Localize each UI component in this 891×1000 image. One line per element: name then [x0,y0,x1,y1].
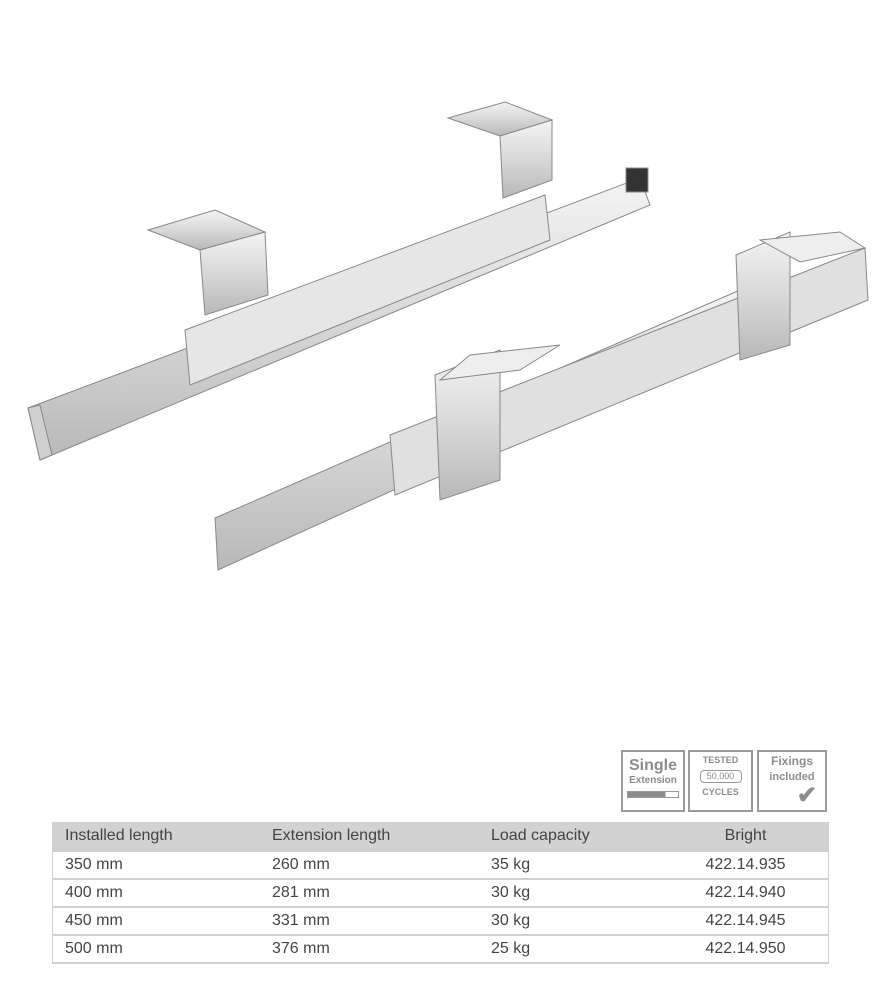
table-row [53,851,829,879]
cell-installed-length: 500 mm [53,935,261,963]
badge-included: included [769,771,815,783]
cell-extension-length: 331 mm [260,907,479,935]
checkmark-icon: ✔ [796,782,817,809]
cell-load-capacity: 30 kg [479,907,651,935]
single-extension-badge [621,750,685,812]
cell-article-number: 422.14.935 [651,851,829,879]
table-header-row [53,822,829,851]
table-row [53,935,829,963]
cell-load-capacity: 35 kg [479,851,651,879]
cell-load-capacity: 25 kg [479,935,651,963]
badge-title: Single [628,757,677,774]
badge-subtitle: Extension [629,775,677,786]
badge-cycle-count: 50,000 [700,770,742,783]
header-load-capacity: Load capacity [479,822,651,851]
specs-table [52,822,829,964]
header-bright: Bright [651,822,829,851]
fixings-included-badge [757,750,827,812]
badge-cycles: CYCLES [702,787,739,797]
cell-load-capacity: 30 kg [479,879,651,907]
cell-extension-length: 281 mm [260,879,479,907]
badge-fixings: Fixings [770,754,813,768]
cell-article-number: 422.14.950 [651,935,829,963]
extension-bar-icon [627,791,679,798]
table-row [53,879,829,907]
cell-extension-length: 376 mm [260,935,479,963]
cell-extension-length: 260 mm [260,851,479,879]
header-installed-length: Installed length [53,822,261,851]
cell-installed-length: 350 mm [53,851,261,879]
table-row [53,907,829,935]
cell-installed-length: 450 mm [53,907,261,935]
cell-article-number: 422.14.940 [651,879,829,907]
cell-installed-length: 400 mm [53,879,261,907]
tested-cycles-badge [688,750,753,812]
header-extension-length: Extension length [260,822,479,851]
badge-tested: TESTED [702,755,739,765]
cell-article-number: 422.14.945 [651,907,829,935]
